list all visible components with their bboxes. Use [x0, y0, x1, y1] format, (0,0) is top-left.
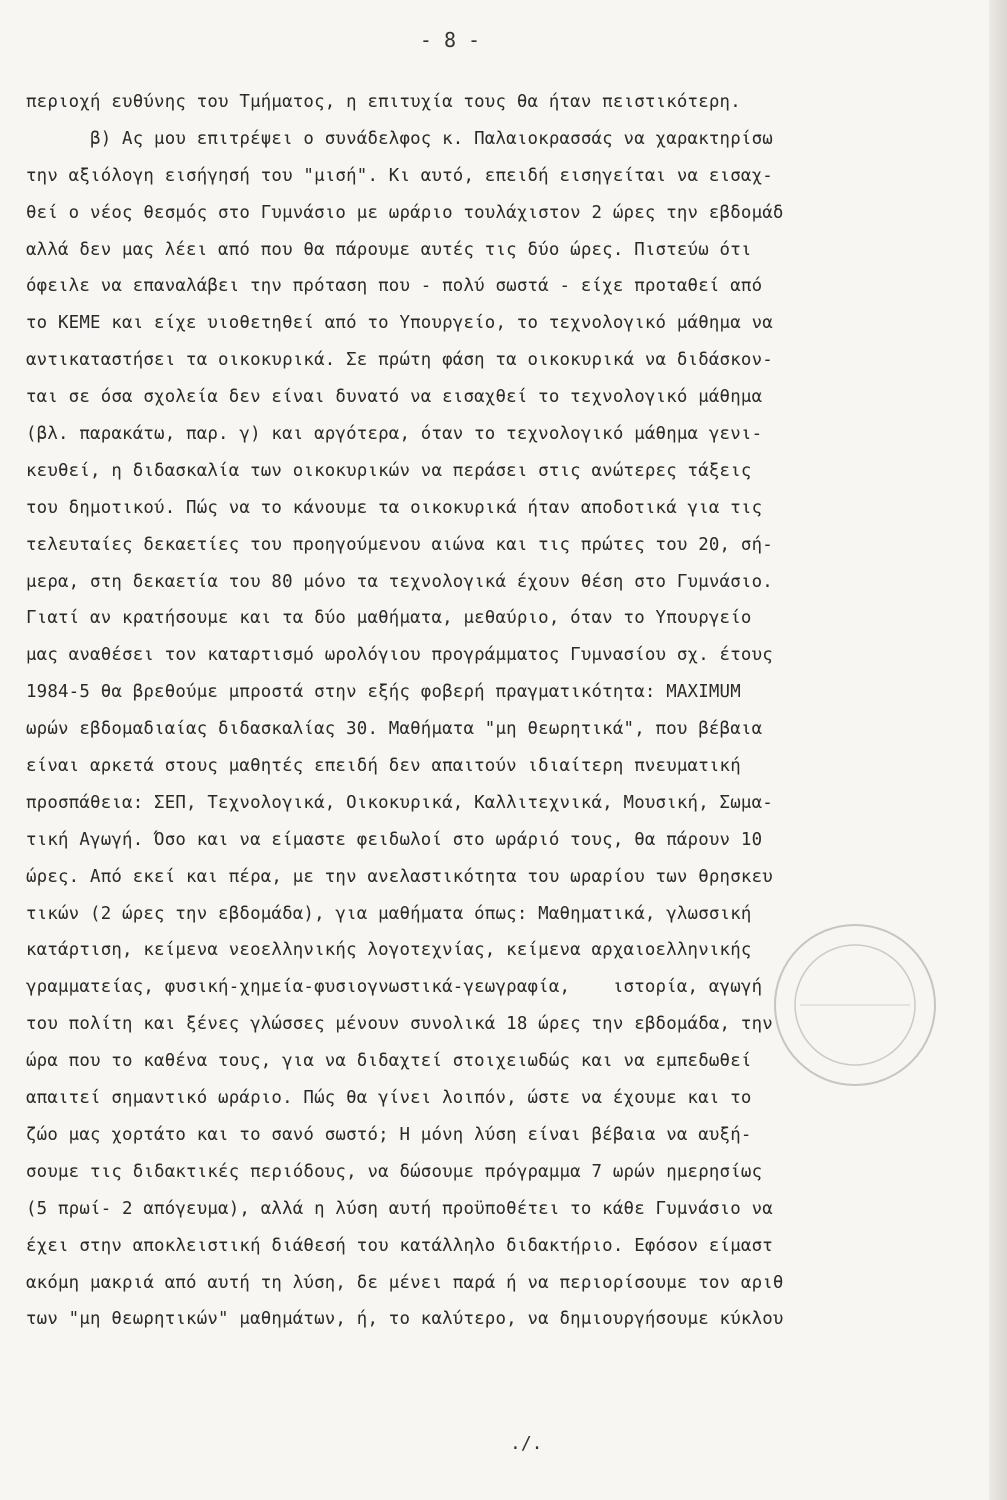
page-number: - 8 - — [419, 28, 481, 52]
text-line: θεί ο νέος θεσμός στο Γυμνάσιο με ωράριο τουλάχιστον 2 ώρες την εβδομάδ — [26, 202, 784, 223]
text-line: ώρες. Από εκεί και πέρα, με την ανελαστικότητα του ωραρίου των θρησκευ — [26, 866, 773, 887]
text-line: τικών (2 ώρες την εβδομάδα), για μαθήματα όπως: Μαθηματικά, γλωσσική — [26, 903, 752, 924]
library-stamp-icon — [760, 910, 950, 1100]
text-line: τική Αγωγή. Όσο και να είμαστε φειδωλοί στο ωράριό τους, θα πάρουν 10 — [26, 829, 763, 850]
text-line: όφειλε να επαναλάβει την πρόταση που - πολύ σωστά - είχε προταθεί από — [26, 276, 763, 297]
text-line: του δημοτικού. Πώς να το κάνουμε τα οικοκυρικά ήταν αποδοτικά για τις — [26, 497, 763, 518]
text-line: προσπάθεια: ΣΕΠ, Τεχνολογικά, Οικοκυρικά, Καλλιτεχνικά, Μουσική, Σωμα- — [26, 792, 773, 813]
text-line: την αξιόλογη εισήγησή του "μισή". Κι αυτό, επειδή εισηγείται να εισαχ- — [26, 165, 773, 186]
text-line: των "μη θεωρητικών" μαθημάτων, ή, το καλύτερο, να δημιουργήσουμε κύκλου — [26, 1309, 784, 1330]
text-line: 1984-5 θα βρεθούμε μπροστά στην εξής φοβερή πραγματικότητα: MAXIMUM — [26, 682, 741, 703]
text-line: ώρα που το καθένα τους, για να διδαχτεί στοιχειωδώς και να εμπεδωθεί — [26, 1051, 752, 1072]
text-line: ωρών εβδομαδιαίας διδασκαλίας 30. Μαθήματα "μη θεωρητικά", που βέβαια — [26, 719, 763, 740]
closing-mark: ./. — [510, 1433, 543, 1454]
text-line: κευθεί, η διδασκαλία των οικοκυρικών να περάσει στις ανώτερες τάξεις — [26, 460, 752, 481]
body-text — [26, 84, 991, 1338]
text-line: ται σε όσα σχολεία δεν είναι δυνατό να εισαχθεί το τεχνολογικό μάθημα — [26, 387, 763, 408]
text-line: είναι αρκετά στους μαθητές επειδή δεν απαιτούν ιδιαίτερη πνευματική — [26, 756, 741, 777]
text-line: το ΚΕΜΕ και είχε υιοθετηθεί από το Υπουργείο, το τεχνολογικό μάθημα να — [26, 313, 773, 334]
text-line: απαιτεί σημαντικό ωράριο. Πώς θα γίνει λοιπόν, ώστε να έχουμε και το — [26, 1088, 752, 1109]
text-line: (βλ. παρακάτω, παρ. γ) και αργότερα, όταν το τεχνολογικό μάθημα γενι- — [26, 424, 763, 445]
text-line: τελευταίες δεκαετίες του προηγούμενου αιώνα και τις πρώτες του 20, σή- — [26, 534, 773, 555]
text-line: Γιατί αν κρατήσουμε και τα δύο μαθήματα, μεθαύριο, όταν το Υπουργείο — [26, 608, 752, 629]
text-line: σουμε τις διδακτικές περιόδους, να δώσουμε πρόγραμμα 7 ωρών ημερησίως — [26, 1161, 763, 1182]
text-line: ακόμη μακριά από αυτή τη λύση, δε μένει παρά ή να περιορίσουμε τον αριθ — [26, 1272, 784, 1293]
text-line: β) Ας μου επιτρέψει ο συνάδελφος κ. Παλαιοκρασσάς να χαρακτηρίσω — [26, 128, 773, 149]
text-line: περιοχή ευθύνης του Τμήματος, η επιτυχία τους θα ήταν πειστικότερη. — [26, 92, 741, 112]
text-line: έχει στην αποκλειστική διάθεσή του κατάλληλο διδακτήριο. Εφόσον είμαστ — [26, 1235, 773, 1256]
text-line: αλλά δεν μας λέει από που θα πάρουμε αυτές τις δύο ώρες. Πιστεύω ότι — [26, 239, 752, 260]
text-line: μερα, στη δεκαετία του 80 μόνο τα τεχνολογικά έχουν θέση στο Γυμνάσιο. — [26, 571, 773, 592]
text-line: γραμματείας, φυσική-χημεία-φυσιογνωστικά-γεωγραφία, ιστορία, αγωγή — [26, 977, 763, 998]
text-line: αντικαταστήσει τα οικοκυρικά. Σε πρώτη φάση τα οικοκυρικά να διδάσκον- — [26, 350, 773, 371]
text-line: (5 πρωί- 2 απόγευμα), αλλά η λύση αυτή προϋποθέτει το κάθε Γυμνάσιο να — [26, 1198, 773, 1219]
page-edge-shadow — [989, 0, 1007, 1500]
text-line: μας αναθέσει τον καταρτισμό ωρολόγιου προγράμματος Γυμνασίου σχ. έτους — [26, 645, 773, 666]
text-line: κατάρτιση, κείμενα νεοελληνικής λογοτεχνίας, κείμενα αρχαιοελληνικής — [26, 940, 752, 961]
text-line: του πολίτη και ξένες γλώσσες μένουν συνολικά 18 ώρες την εβδομάδα, την — [26, 1014, 773, 1035]
text-line: ζώο μας χορτάτο και το σανό σωστό; Η μόνη λύση είναι βέβαια να αυξή- — [26, 1124, 752, 1145]
